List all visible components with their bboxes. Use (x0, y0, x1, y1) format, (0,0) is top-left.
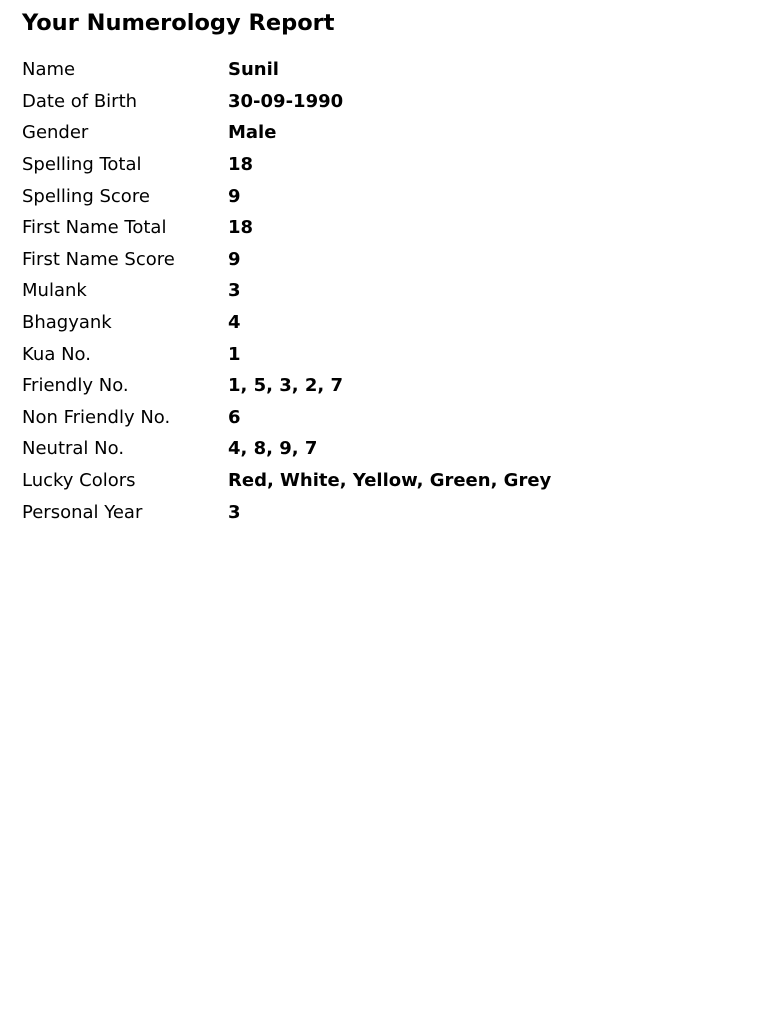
row-spelling-score (22, 180, 742, 212)
row-value: 18 (228, 154, 254, 176)
row-label: Lucky Colors (22, 470, 136, 492)
row-label: Name (22, 59, 76, 81)
row-lucky-colors (22, 465, 742, 497)
row-neutral-no (22, 433, 742, 465)
row-label: Spelling Score (22, 185, 150, 207)
row-non-friendly-no (22, 402, 742, 434)
row-name (22, 54, 742, 86)
row-spelling-total (22, 149, 742, 181)
row-date-of-birth (22, 86, 742, 118)
row-personal-year (22, 496, 742, 528)
row-label: Date of Birth (22, 90, 138, 112)
row-label: Mulank (22, 280, 87, 302)
row-first-name-score (22, 244, 742, 276)
row-label: Personal Year (22, 501, 143, 523)
row-value: 6 (228, 406, 241, 428)
row-value: 1 (228, 343, 241, 365)
row-label: First Name Total (22, 217, 167, 239)
row-first-name-total (22, 212, 742, 244)
row-value: 9 (228, 185, 241, 207)
row-label: Neutral No. (22, 438, 125, 460)
row-friendly-no (22, 370, 742, 402)
row-value: 1, 5, 3, 2, 7 (228, 375, 344, 397)
row-value: 18 (228, 217, 254, 239)
row-value: 4, 8, 9, 7 (228, 438, 318, 460)
row-bhagyank (22, 307, 742, 339)
row-label: Friendly No. (22, 375, 129, 397)
row-label: Non Friendly No. (22, 406, 171, 428)
row-value: Red, White, Yellow, Green, Grey (228, 470, 552, 492)
row-label: Gender (22, 122, 89, 144)
row-label: First Name Score (22, 248, 175, 270)
report-title: Your Numerology Report (22, 10, 335, 36)
row-value: 4 (228, 312, 241, 334)
row-value: 30-09-1990 (228, 90, 344, 112)
row-value: 9 (228, 248, 241, 270)
row-label: Kua No. (22, 343, 91, 365)
row-value: Male (228, 122, 277, 144)
row-value: Sunil (228, 59, 279, 81)
row-value: 3 (228, 501, 241, 523)
row-label: Bhagyank (22, 312, 112, 334)
row-mulank (22, 275, 742, 307)
row-label: Spelling Total (22, 154, 142, 176)
row-value: 3 (228, 280, 241, 302)
row-kua-no (22, 338, 742, 370)
row-gender (22, 117, 742, 149)
report-details-list (22, 54, 742, 528)
